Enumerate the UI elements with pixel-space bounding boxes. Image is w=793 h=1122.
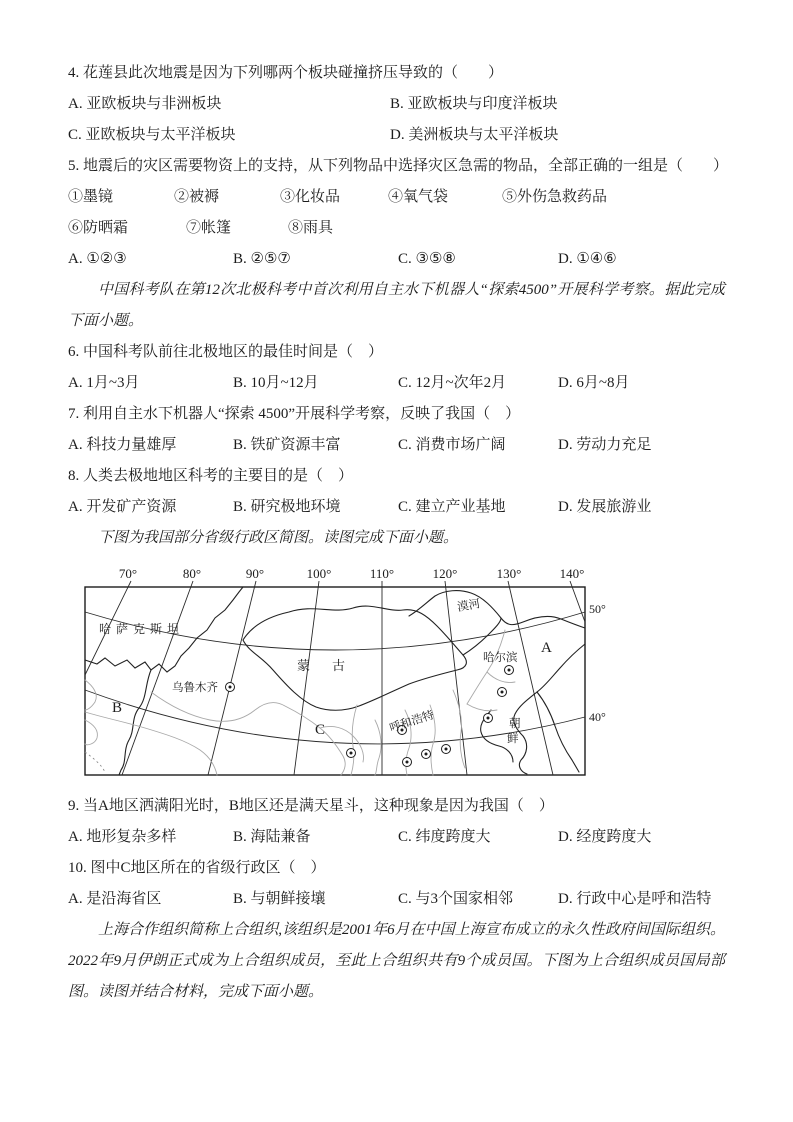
q10-option-c: C. 与3个国家相邻 — [398, 891, 514, 907]
lon-label-100: 100° — [306, 566, 332, 581]
q6-option-b: B. 10月~12月 — [233, 375, 319, 391]
q7-option-b: B. 铁矿资源丰富 — [233, 437, 341, 453]
city-marker — [498, 688, 507, 697]
label-hohhot: 呼和浩特 — [388, 709, 436, 735]
q5-items-row1 — [68, 182, 725, 213]
q5-items-row2 — [68, 213, 725, 244]
q10-option-b: B. 与朝鲜接壤 — [233, 891, 326, 907]
q6-option-a: A. 1月~3月 — [68, 375, 140, 391]
city-marker — [347, 749, 356, 758]
q4-options-row1 — [68, 89, 725, 120]
lon-label-130: 130° — [496, 566, 522, 581]
label-region-c: C — [315, 722, 326, 738]
lon-label-80: 80° — [182, 566, 202, 581]
label-kazakhstan: 哈萨克斯坦 — [99, 622, 185, 636]
national-borders — [85, 587, 585, 775]
q5-option-c: C. ③⑤⑧ — [398, 251, 456, 267]
label-mongolia: 蒙古 — [297, 658, 368, 673]
lon-label-110: 110° — [369, 566, 395, 581]
province-borders — [85, 630, 515, 775]
q9-option-b: B. 海陆兼备 — [233, 829, 311, 845]
q7-option-a: A. 科技力量雄厚 — [68, 437, 177, 453]
china-provinces-map — [75, 560, 615, 789]
q8-option-c: C. 建立产业基地 — [398, 499, 506, 515]
q5-item-6: ⑥防晒霜 — [68, 220, 129, 236]
q5-item-1: ①墨镜 — [68, 189, 114, 205]
q9-option-a: A. 地形复杂多样 — [68, 829, 177, 845]
q9-options-row — [68, 822, 725, 853]
lon-label-70: 70° — [118, 566, 138, 581]
label-harbin: 哈尔滨 — [483, 652, 518, 664]
q5-options-row — [68, 244, 725, 275]
q8-stem: 8. 人类去极地地区科考的主要目的是（ ） — [68, 468, 354, 484]
lat-label-40: 40° — [589, 710, 606, 724]
label-korea-char2: 鲜 — [507, 733, 519, 745]
q7-options-row — [68, 430, 725, 461]
lat-label-50: 50° — [589, 602, 606, 616]
passage-sco: 上海合作组织简称上合组织,该组织是2001年6月在中国上海宣布成立的永久性政府间国际组织。2022年9月伊朗正式成为上合组织成员，至此上合组织共有9个成员国。下图为上合组织成员国局部图。读图并结合材料，完成下面小题。 — [68, 922, 725, 1000]
q5-option-a: A. ①②③ — [68, 251, 127, 267]
q10-option-a: A. 是沿海省区 — [68, 891, 162, 907]
label-urumqi: 乌鲁木齐 — [172, 682, 218, 694]
q5-item-3: ③化妆品 — [280, 189, 341, 205]
q5-item-8: ⑧雨具 — [288, 220, 334, 236]
q4-stem: 4. 花莲县此次地震是因为下列哪两个板块碰撞挤压导致的（ ） — [68, 65, 504, 81]
city-marker-urumqi — [226, 683, 235, 692]
q5-option-b: B. ②⑤⑦ — [233, 251, 291, 267]
q8-option-a: A. 开发矿产资源 — [68, 499, 177, 515]
passage-arctic: 中国科考队在第12次北极科考中首次利用自主水下机器人“探索4500”开展科学考察。据此完成下面小题。 — [68, 282, 725, 329]
q5-stem: 5. 地震后的灾区需要物资上的支持，从下列物品中选择灾区急需的物品，全部正确的一组是（ ） — [68, 158, 729, 174]
lon-label-90: 90° — [245, 566, 265, 581]
q4-options-row2 — [68, 120, 725, 151]
q6-option-d: D. 6月~8月 — [558, 375, 630, 391]
q5-item-4: ④氧气袋 — [388, 189, 449, 205]
q9-stem: 9. 当A地区洒满阳光时，B地区还是满天星斗，这种现象是因为我国（ ） — [68, 798, 554, 814]
q10-options-row — [68, 884, 725, 915]
label-mohe: 漠河 — [456, 598, 482, 614]
q4-option-d: D. 美洲板块与太平洋板块 — [390, 127, 559, 143]
q5-item-2: ②被褥 — [174, 189, 220, 205]
city-marker — [484, 714, 493, 723]
q6-stem: 6. 中国科考队前往北极地区的最佳时间是（ ） — [68, 344, 384, 360]
q10-stem: 10. 图中C地区所在的省级行政区（ ） — [68, 860, 326, 876]
label-korea-char1: 朝 — [509, 718, 521, 730]
map-frame — [85, 587, 585, 775]
city-marker — [403, 758, 412, 767]
city-markers — [226, 666, 514, 767]
q8-options-row — [68, 492, 725, 523]
q7-option-d: D. 劳动力充足 — [558, 437, 652, 453]
q5-item-7: ⑦帐篷 — [186, 220, 232, 236]
passage-map-intro: 下图为我国部分省级行政区简图。读图完成下面小题。 — [98, 530, 459, 546]
lon-label-120: 120° — [432, 566, 458, 581]
q5-option-d: D. ①④⑥ — [558, 251, 617, 267]
map-svg — [75, 560, 615, 789]
q9-option-c: C. 纬度跨度大 — [398, 829, 491, 845]
q6-options-row — [68, 368, 725, 399]
q9-option-d: D. 经度跨度大 — [558, 829, 652, 845]
q4-option-c: C. 亚欧板块与太平洋板块 — [68, 127, 236, 143]
q8-option-d: D. 发展旅游业 — [558, 499, 652, 515]
label-region-b: B — [112, 700, 123, 716]
q4-option-b: B. 亚欧板块与印度洋板块 — [390, 96, 558, 112]
city-marker — [422, 750, 431, 759]
q7-option-c: C. 消费市场广阔 — [398, 437, 506, 453]
city-marker — [442, 745, 451, 754]
q7-stem: 7. 利用自主水下机器人“探索 4500”开展科学考察，反映了我国（ ） — [68, 406, 521, 422]
q4-option-a: A. 亚欧板块与非洲板块 — [68, 96, 222, 112]
city-marker-harbin — [505, 666, 514, 675]
label-region-a: A — [541, 640, 552, 656]
q10-option-d: D. 行政中心是呼和浩特 — [558, 891, 712, 907]
q6-option-c: C. 12月~次年2月 — [398, 375, 507, 391]
q8-option-b: B. 研究极地环境 — [233, 499, 341, 515]
q5-item-5: ⑤外伤急救药品 — [502, 189, 608, 205]
lon-label-140: 140° — [559, 566, 585, 581]
